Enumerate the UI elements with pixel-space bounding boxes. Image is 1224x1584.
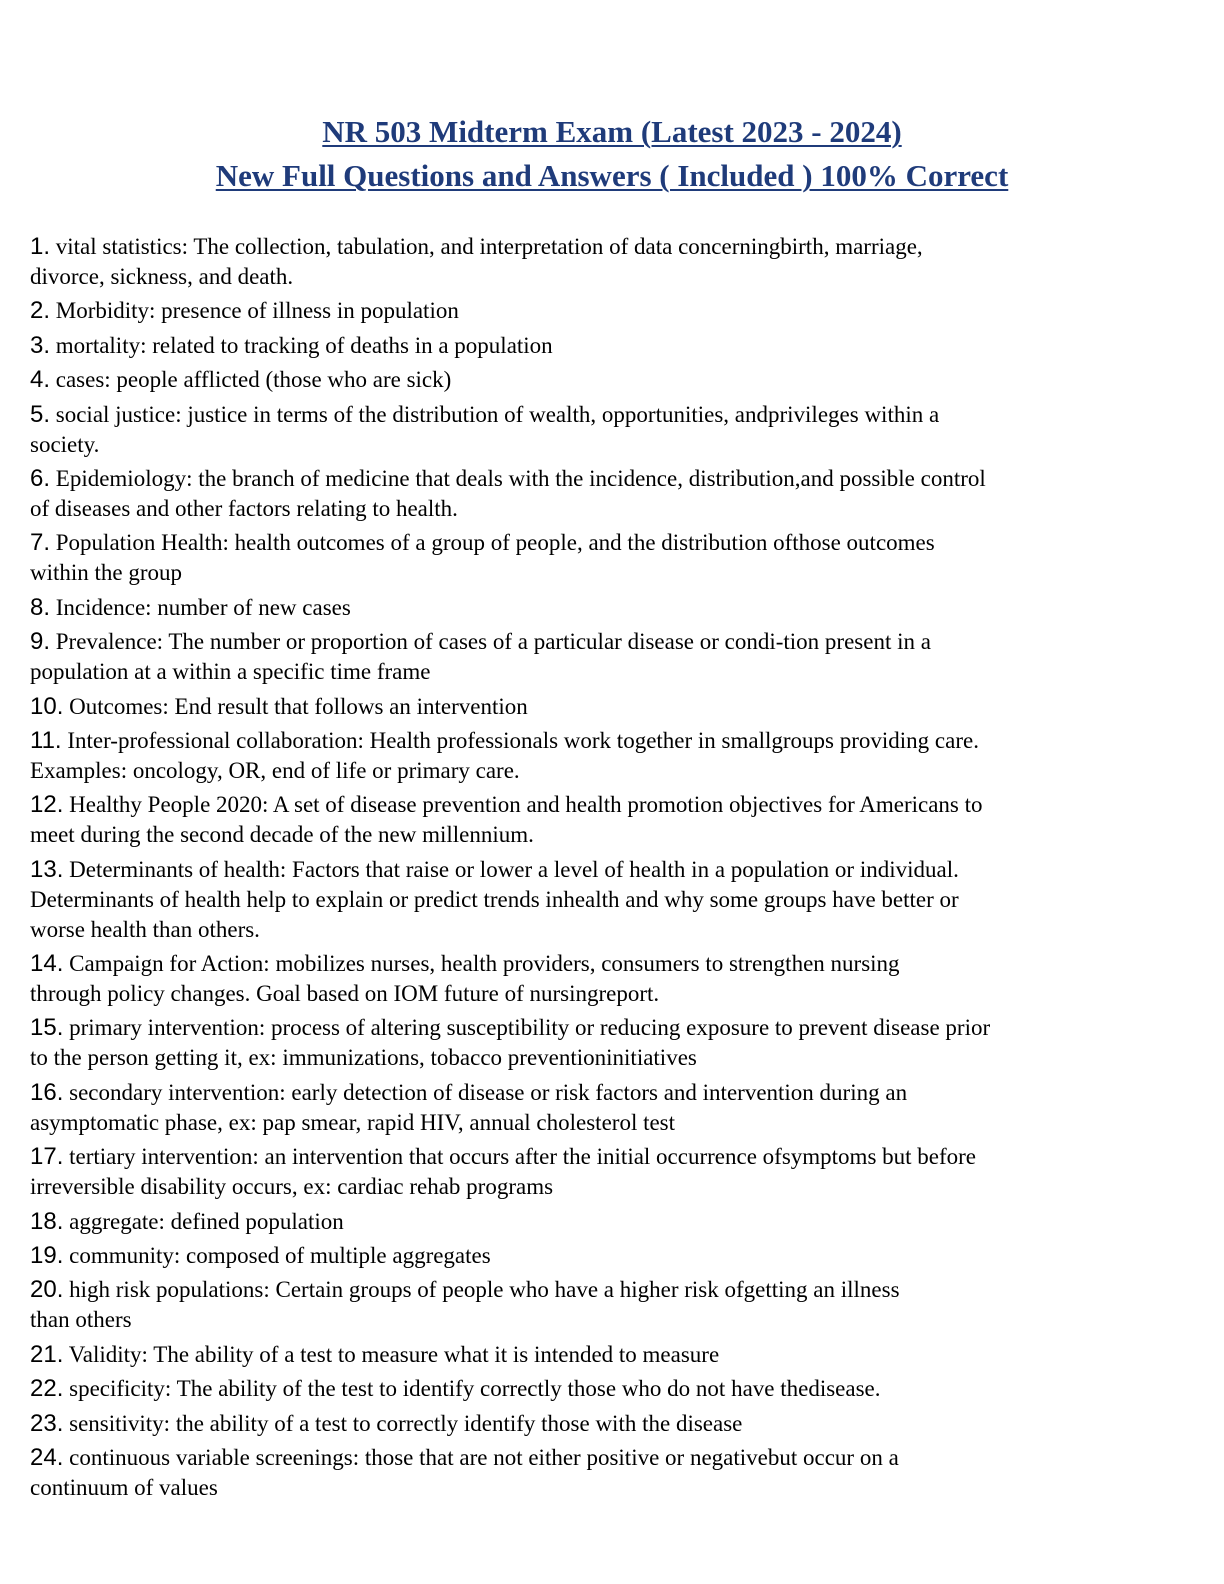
list-item (30, 365, 1200, 395)
item-text: social justice: justice in terms of the distribution of wealth, opportunities, andprivileges within a society. (30, 401, 940, 457)
item-text: continuous variable screenings: those that are not either positive or negativebut occur on a continuum of values (30, 1444, 899, 1500)
item-number: 23. (30, 1409, 64, 1437)
list-item (30, 593, 1200, 623)
item-number: 2. (30, 297, 51, 325)
item-number: 21. (30, 1340, 64, 1368)
list-item (30, 1078, 1200, 1138)
item-text: Healthy People 2020: A set of disease prevention and health promotion objectives for Americans to meet during the second decade of the new millennium. (30, 792, 983, 848)
item-text: Determinants of health: Factors that raise or lower a level of health in a population or individual. Determinants of health help to explain or predict trends inhealth and why some groups have better or worse health than others. (30, 856, 959, 942)
list-item (30, 1241, 1200, 1271)
item-number: 22. (30, 1375, 64, 1403)
item-number: 7. (30, 529, 51, 557)
definition-list (30, 232, 1200, 1507)
list-item (30, 331, 1200, 361)
list-item (30, 855, 1200, 945)
item-number: 19. (30, 1242, 64, 1270)
item-text: secondary intervention: early detection of disease or risk factors and intervention during an asymptomatic phase, ex: pap smear, rapid HIV, annual cholesterol test (30, 1079, 908, 1135)
item-number: 8. (30, 593, 51, 621)
item-number: 4. (30, 366, 51, 394)
item-text: cases: people afflicted (those who are sick) (55, 367, 452, 393)
item-text: primary intervention: process of altering susceptibility or reducing exposure to prevent disease prior to the person getting it, ex: immunizations, tobacco preventioninitiatives (30, 1015, 991, 1071)
item-text: Campaign for Action: mobilizes nurses, health providers, consumers to strengthen nursing through policy changes. Goal based on IOM future of nursingreport. (30, 951, 900, 1007)
item-number: 9. (30, 628, 51, 656)
list-item (30, 1374, 1200, 1404)
list-item (30, 726, 1200, 786)
list-item (30, 949, 1200, 1009)
item-text: Outcomes: End result that follows an intervention (69, 693, 528, 719)
item-number: 20. (30, 1276, 64, 1304)
item-text: Population Health: health outcomes of a group of people, and the distribution ofthose outcomes within the group (30, 530, 935, 586)
item-number: 12. (30, 791, 64, 819)
item-number: 14. (30, 950, 64, 978)
list-item (30, 790, 1200, 850)
list-item (30, 400, 1200, 460)
list-item (30, 232, 1200, 292)
item-text: aggregate: defined population (69, 1208, 344, 1234)
item-number: 5. (30, 400, 51, 428)
item-text: tertiary intervention: an intervention that occurs after the initial occurrence ofsymptoms but before irreversible disability occurs, ex: cardiac rehab programs (30, 1144, 977, 1200)
item-text: vital statistics: The collection, tabulation, and interpretation of data concerningbirth, marriage, divorce, sickness, and death. (30, 234, 923, 289)
list-item (30, 1340, 1200, 1370)
item-text: Morbidity: presence of illness in population (55, 298, 459, 324)
list-item (30, 1409, 1200, 1439)
item-text: community: composed of multiple aggregates (69, 1243, 491, 1269)
item-text: Prevalence: The number or proportion of cases of a particular disease or condi-tion present in a population at a within a specific time frame (30, 629, 931, 685)
item-text: Inter-professional collaboration: Health professionals work together in smallgroups providing care. Examples: oncology, OR, end of life or primary care. (30, 727, 979, 783)
item-text: Validity: The ability of a test to measure what it is intended to measure (68, 1341, 720, 1367)
item-number: 10. (30, 692, 64, 720)
list-item (30, 1207, 1200, 1237)
item-text: Epidemiology: the branch of medicine that deals with the incidence, distribution,and possible control of diseases and other factors relating to health. (30, 465, 986, 521)
list-item (30, 296, 1200, 326)
item-number: 15. (30, 1014, 64, 1042)
list-item (30, 1013, 1200, 1073)
item-number: 11. (30, 726, 62, 754)
item-text: Incidence: number of new cases (55, 594, 351, 620)
item-number: 13. (30, 855, 64, 883)
item-number: 24. (30, 1443, 64, 1471)
list-item (30, 528, 1200, 588)
item-text: mortality: related to tracking of deaths in a population (55, 332, 553, 358)
item-text: high risk populations: Certain groups of people who have a higher risk ofgetting an illness than others (30, 1277, 900, 1333)
item-number: 1. (30, 233, 51, 260)
list-item (30, 464, 1200, 524)
item-number: 17. (30, 1143, 64, 1171)
item-text: sensitivity: the ability of a test to correctly identify those with the disease (69, 1410, 743, 1436)
item-number: 16. (30, 1078, 64, 1106)
list-item (30, 1142, 1200, 1202)
list-item (30, 692, 1200, 722)
list-item (30, 1443, 1200, 1503)
document-title (0, 110, 1224, 198)
title-line-1: NR 503 Midterm Exam (Latest 2023 - 2024) (322, 114, 902, 149)
item-text: specificity: The ability of the test to identify correctly those who do not have thedisease. (69, 1376, 881, 1402)
list-item (30, 627, 1200, 687)
item-number: 18. (30, 1207, 64, 1235)
item-number: 3. (30, 331, 51, 359)
title-line-2: New Full Questions and Answers ( Included ) 100% Correct (215, 158, 1009, 193)
list-item (30, 1275, 1200, 1335)
item-number: 6. (30, 464, 51, 492)
